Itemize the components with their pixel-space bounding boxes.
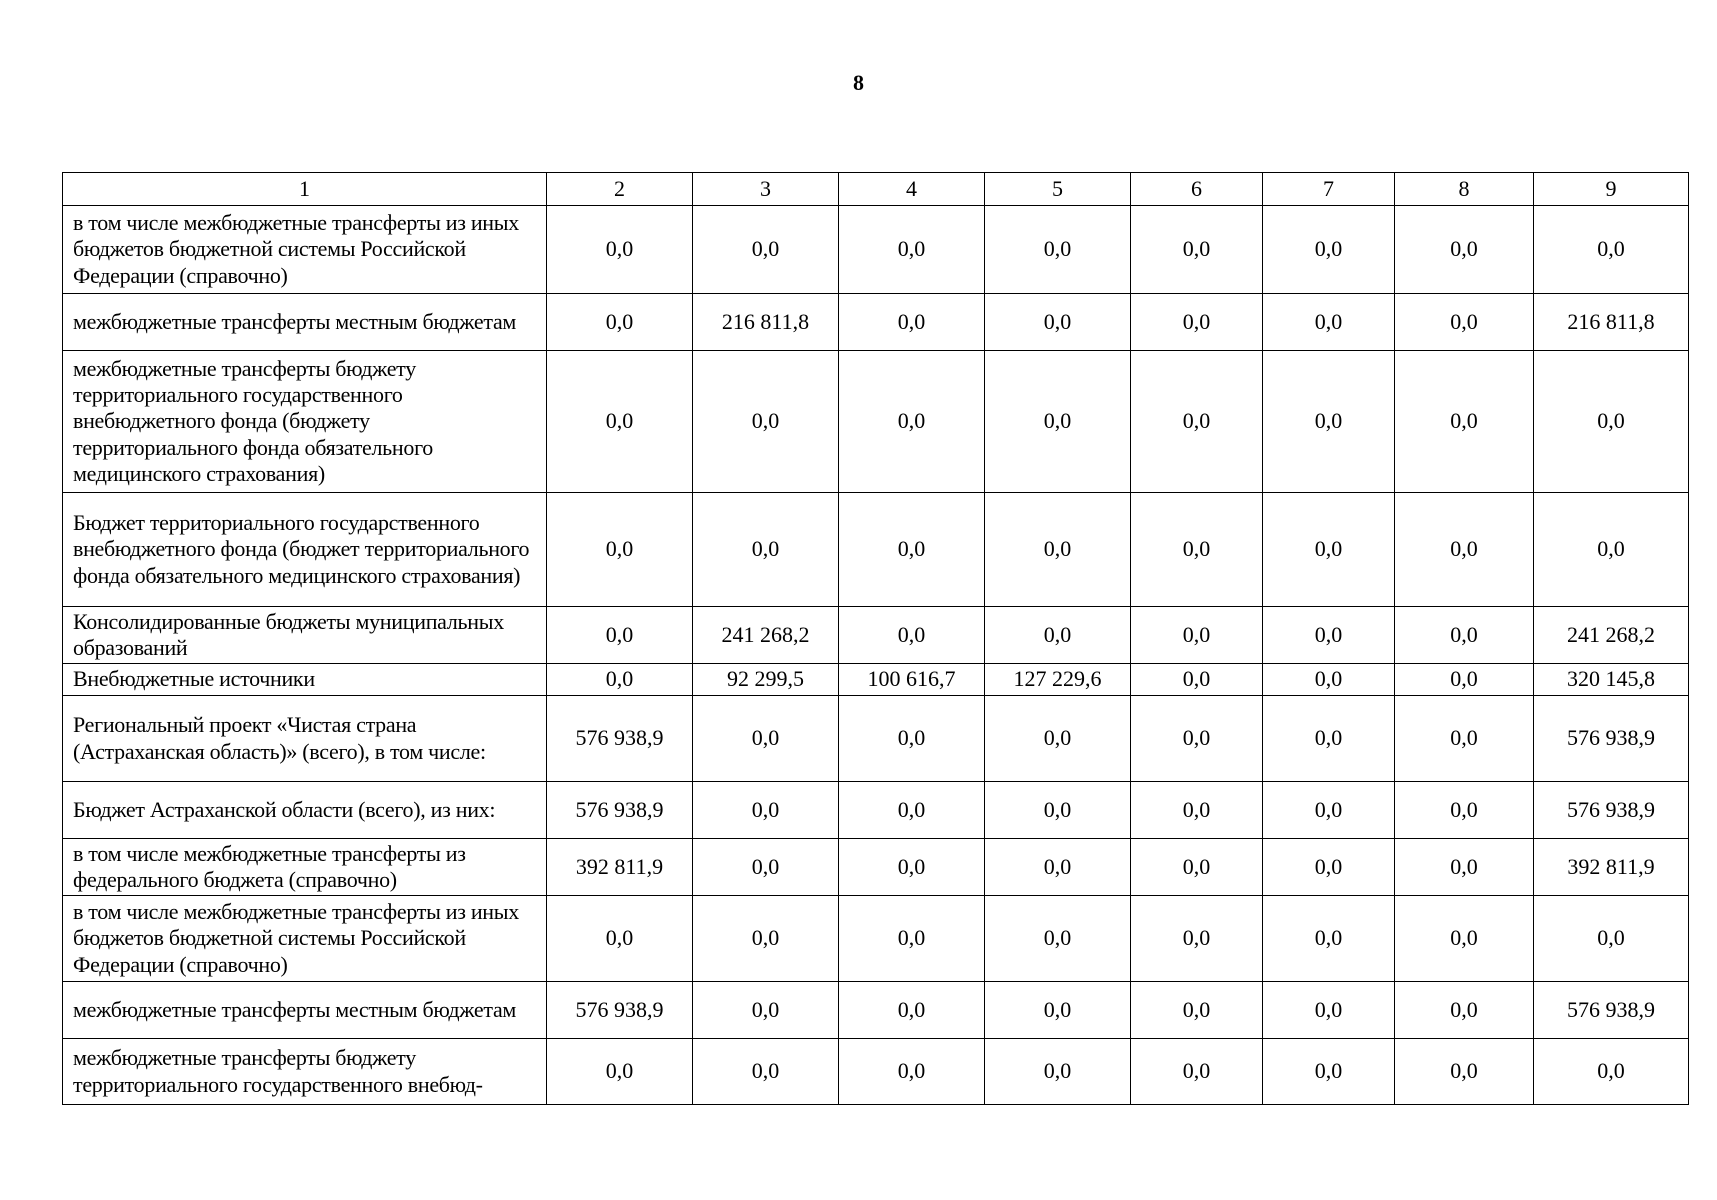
table-cell: 0,0 — [1263, 1039, 1395, 1105]
table-cell: 0,0 — [693, 351, 839, 493]
table-cell: 0,0 — [839, 696, 985, 782]
budget-table — [62, 172, 1689, 1105]
table-cell: 0,0 — [1395, 607, 1534, 664]
column-header: 2 — [547, 173, 693, 206]
column-header: 8 — [1395, 173, 1534, 206]
table-row — [63, 839, 1689, 896]
table-cell: 392 811,9 — [547, 839, 693, 896]
table-cell: 0,0 — [1263, 839, 1395, 896]
table-cell: 0,0 — [1131, 607, 1263, 664]
table-cell: 0,0 — [839, 1039, 985, 1105]
row-label: Региональный проект «Чистая страна (Астраханская область)» (всего), в том числе: — [63, 696, 547, 782]
table-row — [63, 351, 1689, 493]
table-cell: 0,0 — [1395, 206, 1534, 294]
table-cell: 0,0 — [985, 839, 1131, 896]
row-label: межбюджетные трансферты бюджету территориального государственного внебюд- — [63, 1039, 547, 1105]
table-cell: 0,0 — [839, 493, 985, 607]
table-cell: 0,0 — [1395, 782, 1534, 839]
table-cell: 0,0 — [1131, 982, 1263, 1039]
header-row — [63, 173, 1689, 206]
column-header: 6 — [1131, 173, 1263, 206]
table-cell: 127 229,6 — [985, 664, 1131, 696]
table-cell: 0,0 — [985, 782, 1131, 839]
column-header: 4 — [839, 173, 985, 206]
table-cell: 0,0 — [839, 351, 985, 493]
table-cell: 0,0 — [985, 982, 1131, 1039]
table-cell: 0,0 — [1395, 696, 1534, 782]
table-cell: 0,0 — [839, 982, 985, 1039]
table-cell: 0,0 — [1131, 206, 1263, 294]
column-header: 5 — [985, 173, 1131, 206]
column-header: 9 — [1534, 173, 1689, 206]
table-row — [63, 607, 1689, 664]
table-cell: 0,0 — [547, 493, 693, 607]
table-cell: 576 938,9 — [1534, 982, 1689, 1039]
table-cell: 0,0 — [547, 1039, 693, 1105]
table-cell: 0,0 — [1395, 664, 1534, 696]
table-cell: 0,0 — [547, 206, 693, 294]
table-cell: 0,0 — [1263, 896, 1395, 982]
table-cell: 0,0 — [1395, 351, 1534, 493]
table-cell: 0,0 — [547, 607, 693, 664]
row-label: Бюджет территориального государственного внебюджетного фонда (бюджет территориального фонда обязательного медицинского страхования) — [63, 493, 547, 607]
table-cell: 0,0 — [1263, 696, 1395, 782]
table-cell: 0,0 — [985, 493, 1131, 607]
table-cell: 0,0 — [839, 206, 985, 294]
table-cell: 392 811,9 — [1534, 839, 1689, 896]
table-cell: 0,0 — [1534, 493, 1689, 607]
row-label: Внебюджетные источники — [63, 664, 547, 696]
row-label: межбюджетные трансферты местным бюджетам — [63, 294, 547, 351]
table-cell: 0,0 — [693, 493, 839, 607]
table-cell: 0,0 — [1534, 896, 1689, 982]
table-row — [63, 664, 1689, 696]
table-cell: 0,0 — [1395, 839, 1534, 896]
table-cell: 241 268,2 — [1534, 607, 1689, 664]
table-cell: 0,0 — [1131, 839, 1263, 896]
table-cell: 0,0 — [693, 1039, 839, 1105]
row-label: межбюджетные трансферты местным бюджетам — [63, 982, 547, 1039]
table-row — [63, 294, 1689, 351]
table-cell: 576 938,9 — [1534, 696, 1689, 782]
table-cell: 576 938,9 — [1534, 782, 1689, 839]
table-cell: 0,0 — [1263, 206, 1395, 294]
row-label: в том числе межбюджетные трансферты из иных бюджетов бюджетной системы Российской Федерации (справочно) — [63, 896, 547, 982]
table-cell: 0,0 — [693, 696, 839, 782]
table-cell: 0,0 — [1131, 896, 1263, 982]
row-label: Бюджет Астраханской области (всего), из них: — [63, 782, 547, 839]
table-cell: 0,0 — [1263, 607, 1395, 664]
table-cell: 0,0 — [985, 351, 1131, 493]
table-cell: 0,0 — [1263, 782, 1395, 839]
table-cell: 0,0 — [839, 896, 985, 982]
table-cell: 241 268,2 — [693, 607, 839, 664]
table-cell: 0,0 — [1131, 493, 1263, 607]
table-cell: 0,0 — [1395, 1039, 1534, 1105]
column-header: 1 — [63, 173, 547, 206]
table-cell: 0,0 — [1131, 696, 1263, 782]
table-cell: 92 299,5 — [693, 664, 839, 696]
row-label: в том числе межбюджетные трансферты из иных бюджетов бюджетной системы Российской Федерации (справочно) — [63, 206, 547, 294]
table-cell: 0,0 — [547, 664, 693, 696]
column-header: 7 — [1263, 173, 1395, 206]
table-cell: 100 616,7 — [839, 664, 985, 696]
table-cell: 0,0 — [1534, 206, 1689, 294]
column-header: 3 — [693, 173, 839, 206]
table-cell: 0,0 — [547, 896, 693, 982]
table-cell: 0,0 — [1395, 294, 1534, 351]
table-cell: 0,0 — [1395, 493, 1534, 607]
table-cell: 0,0 — [839, 839, 985, 896]
table-cell: 0,0 — [1263, 982, 1395, 1039]
table-cell: 0,0 — [693, 839, 839, 896]
table-cell: 0,0 — [1395, 896, 1534, 982]
table-cell: 0,0 — [1131, 351, 1263, 493]
table-cell: 0,0 — [1395, 982, 1534, 1039]
page-number: 8 — [853, 70, 864, 95]
table-cell: 0,0 — [985, 206, 1131, 294]
table-cell: 216 811,8 — [1534, 294, 1689, 351]
table-cell: 0,0 — [1131, 1039, 1263, 1105]
table-cell: 0,0 — [1131, 782, 1263, 839]
table-cell: 0,0 — [693, 982, 839, 1039]
table-cell: 0,0 — [839, 294, 985, 351]
table-row — [63, 1039, 1689, 1105]
table-cell: 0,0 — [1263, 351, 1395, 493]
table-cell: 0,0 — [1263, 294, 1395, 351]
table-row — [63, 782, 1689, 839]
table-cell: 0,0 — [547, 294, 693, 351]
table-cell: 576 938,9 — [547, 696, 693, 782]
table-cell: 0,0 — [547, 351, 693, 493]
row-label: Консолидированные бюджеты муниципальных образований — [63, 607, 547, 664]
table-cell: 0,0 — [693, 782, 839, 839]
table-cell: 0,0 — [1263, 664, 1395, 696]
table-cell: 0,0 — [839, 607, 985, 664]
table-cell: 0,0 — [985, 294, 1131, 351]
table-row — [63, 896, 1689, 982]
table-cell: 0,0 — [1534, 351, 1689, 493]
table-cell: 0,0 — [985, 896, 1131, 982]
table-row — [63, 982, 1689, 1039]
table-cell: 0,0 — [1131, 294, 1263, 351]
table-cell: 0,0 — [985, 1039, 1131, 1105]
table-row — [63, 493, 1689, 607]
table-cell: 320 145,8 — [1534, 664, 1689, 696]
row-label: в том числе межбюджетные трансферты из федерального бюджета (справочно) — [63, 839, 547, 896]
row-label: межбюджетные трансферты бюджету территориального государственного внебюджетного фонда (бюджету территориального фонда обязательного медицинского страхования) — [63, 351, 547, 493]
table-cell: 0,0 — [693, 206, 839, 294]
table-cell: 0,0 — [693, 896, 839, 982]
table-cell: 0,0 — [1534, 1039, 1689, 1105]
table-cell: 576 938,9 — [547, 782, 693, 839]
table-cell: 216 811,8 — [693, 294, 839, 351]
table-cell: 0,0 — [1263, 493, 1395, 607]
table-cell: 576 938,9 — [547, 982, 693, 1039]
table-cell: 0,0 — [985, 696, 1131, 782]
table-cell: 0,0 — [985, 607, 1131, 664]
table-cell: 0,0 — [1131, 664, 1263, 696]
table-cell: 0,0 — [839, 782, 985, 839]
table-row — [63, 696, 1689, 782]
table-row — [63, 206, 1689, 294]
